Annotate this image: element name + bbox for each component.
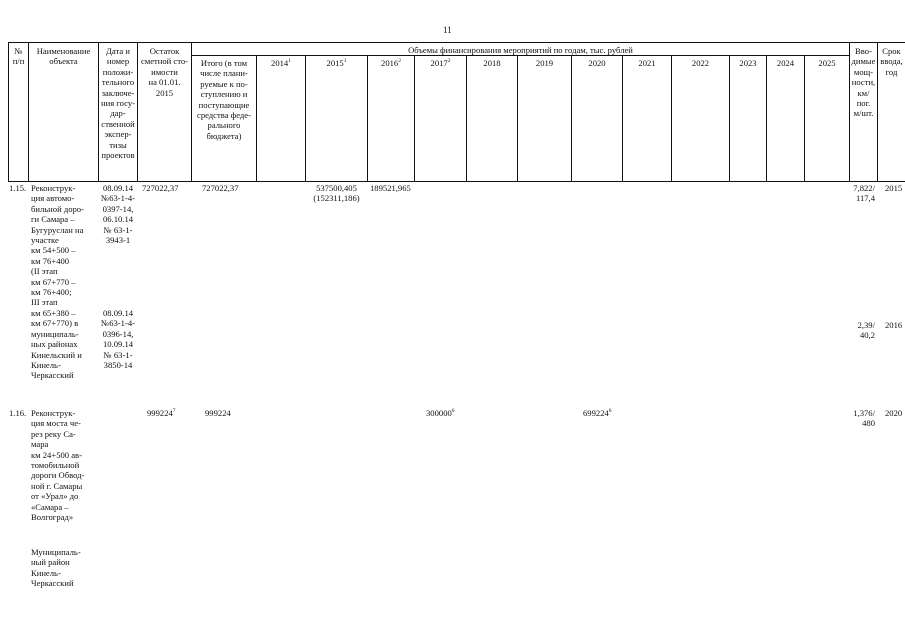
header-year: 2022 <box>691 58 710 68</box>
term-value: 2015 <box>885 183 903 193</box>
year-2016-value: 189521,965 <box>370 183 411 193</box>
header-year: 2023 <box>739 58 757 68</box>
header-balance: Остаток сметной сто- имости на 01.01. 2015 <box>140 46 189 98</box>
object-name: Реконструк- ция моста че- рез реку Са- мара км 24+500 ав- томобильной дороги Обвод- ной г. Самары от «Урал» до «Самара – Волгоград» <box>31 408 85 523</box>
municipality: Муниципаль- ный район Кинель- Черкасский <box>31 547 81 589</box>
year-2017-value: 300000$^6$ <box>426 408 455 418</box>
page-number: 11 <box>443 25 452 35</box>
header-year: 2017$^2$ <box>430 58 451 68</box>
header-term: Срок ввода, год <box>880 46 903 77</box>
header-year: 2019 <box>535 58 554 68</box>
capacity-value: 1,376/ 480 <box>853 408 875 429</box>
header-num: № п/п <box>12 46 25 67</box>
balance-value: 999224$^7$ <box>147 408 176 418</box>
year-2020-value: 699224$^6$ <box>583 408 612 418</box>
term-value: 2016 <box>885 320 903 330</box>
capacity-value: 2,39/ 40,2 <box>857 320 875 341</box>
header-date: Дата и номер положи- тельного заключе- ния госу- дар- ственной экспер- тизы проектов <box>101 46 135 161</box>
header-total: Итого (в том числе плани- руемые к по- ступлению и поступающие средства феде- рального бюджета) <box>197 58 251 141</box>
header-capacity: Вво- димые мощ- ности, км/ пог. м/шт. <box>851 46 876 119</box>
header-funding-group: Объемы финансирования мероприятий по годам, тыс. рублей <box>408 45 633 55</box>
row-number: 1.15. <box>9 183 27 193</box>
header-year: 2015$^1$ <box>326 58 347 68</box>
object-name: Реконструк- ция автомо- бильной доро- ги Самара – Бугуруслан на участке км 54+500 – км 76+400 (II этап км 67+770 – км 76+400; III этап км 65+380 – км 67+770) в муниципаль- ных районах Кинельский и Кинель- Черкасский <box>31 183 84 381</box>
total-value: 727022,37 <box>202 183 239 193</box>
total-value: 999224 <box>205 408 231 418</box>
header-year: 2016$^2$ <box>381 58 401 68</box>
header-year: 2024 <box>776 58 795 68</box>
header-year: 2018 <box>483 58 501 68</box>
term-value: 2020 <box>885 408 903 418</box>
capacity-value: 7,822/ 117,4 <box>853 183 875 204</box>
header-name: Наименование объекта <box>36 46 91 67</box>
row-number: 1.16. <box>9 408 27 418</box>
header-year: 2025 <box>818 58 836 68</box>
header-year: 2021 <box>638 58 656 68</box>
year-2015-value: 537500,405 (152311,186) <box>313 183 360 204</box>
header-year: 2014$^1$ <box>271 58 291 68</box>
expertise-conclusion: 08.09.14 №63-1-4- 0396-14, 10.09.14 № 63-1- 3850-14 <box>101 308 135 371</box>
balance-value: 727022,37 <box>142 183 179 193</box>
expertise-conclusion: 08.09.14 №63-1-4- 0397-14, 06.10.14 № 63-1- 3943-1 <box>101 183 135 246</box>
header-year: 2020 <box>588 58 606 68</box>
